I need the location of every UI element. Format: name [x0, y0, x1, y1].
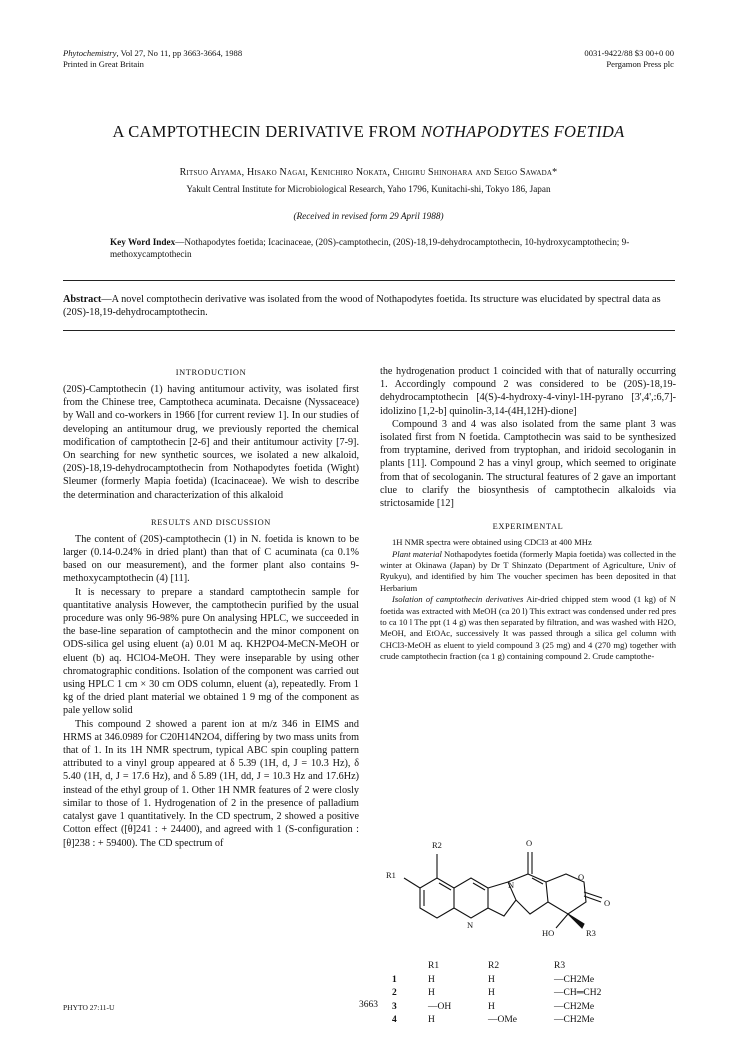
keywords-text: —Nothapodytes foetida; Icacinaceae, (20S)-camptothecin, (20S)-18,19-dehydrocamptothecin, 10-hydroxycamptothecin; 9-methoxycamptothecin	[110, 237, 630, 259]
label-r2: R2	[432, 840, 442, 850]
results-paragraph-2: It is necessary to prepare a standard camptothecin sample for quantitative analysis However, the camptothecin purified by the usual procedure was only 96-98% pure On analysing HPLC, we succeeded in the base-line separation of camptothecin and the minor component on ODS-silica gel using eluent (a) 0.01 M aq. KH2PO4-MeCN-MeOH or eluent (b) aq. HClO4-MeOH. They were inseparable by using other chromatographic conditions. Isolation of the component was carried out using HPLC 1 cm × 30 cm ODS column, eluent (a), repeatedly. From 1 kg of the dried plant material we obtained 1 9 mg of the component as pale yellow solid	[63, 586, 359, 717]
introduction-heading: INTRODUCTION	[175, 368, 247, 377]
table-cell: H	[488, 988, 495, 998]
right-column	[380, 365, 676, 663]
table-row	[392, 974, 682, 988]
table-cell: H	[428, 974, 435, 985]
paper-title: A CAMPTOTHECIN DERIVATIVE FROM NOTHAPODYTES FOETIDA	[112, 122, 625, 141]
table-cell: —CH2Me	[554, 974, 595, 985]
right-paragraph-2: Compound 3 and 4 was also isolated from the same plant 3 was isolated first from N foetida. Camptothecin was said to be synthesized from tryptamine, derived from tryptophan, and iridoid secologanin in plants [11]. Compound 2 has a vinyl group, which seemed to originate from that of secologanin. The structural features of 2 gave an important clue to clarify the biosynthesis of camptothecin alkaloids via strictosamide [12]	[380, 418, 676, 510]
results-paragraph-3: This compound 2 showed a parent ion at m/z 346 in EIMS and HRMS at 346.0989 for C20H14N2O4, differing by two mass units from that of 1. In its 1H NMR spectrum, typical ABC spin coupling pattern attributed to a vinyl group appeared at δ 5.39 (1H, d, J = 10.3 Hz), δ 5.40 (1H, d, J = 17.6 Hz), and δ 5.89 (1H, dd, J = 10.3 Hz and 17.6Hz) instead of the ethyl group of 1. Other 1H NMR features of 2 were closly similar to those of 1. Hydrogenation of 2 in the presence of palladium catalyst gave 1 quantitatively. In the CD spectrum, 2 showed a positive Cotton effect ([θ]241 : + 24400), and agreed with 1 (S-configuration :[θ]238 : + 59400). The CD spectrum of	[63, 718, 359, 849]
table-cell: —CH2Me	[554, 1015, 595, 1025]
journal-name: Phytochemistry	[63, 48, 117, 58]
printed-in: Printed in Great Britain	[63, 58, 144, 69]
results-paragraph-1: The content of (20S)-camptothecin (1) in N. foetida is known to be larger (0.14-0.24% in dried plant) than that of C acuminata (ca 0.1% based on our measurement), and the former plant also contains 9-methoxycamptothecin (4) [11].	[63, 533, 359, 585]
table-cell: H	[428, 1015, 435, 1025]
table-cell: H	[488, 1001, 495, 1012]
table-cell	[392, 960, 428, 974]
results-heading: RESULTS AND DISCUSSION	[151, 517, 271, 527]
abstract-label: Abstract	[63, 294, 102, 305]
table-cell: 4	[392, 1015, 397, 1025]
experimental-heading: EXPERIMENTAL	[492, 522, 564, 532]
received-date: (Received in revised form 29 April 1988)	[293, 211, 444, 221]
rule-top	[63, 280, 675, 281]
footer-code: PHYTO 27:11-U	[63, 1003, 115, 1012]
publisher-header	[584, 48, 674, 69]
table-cell: R3	[554, 961, 566, 971]
journal-header	[63, 48, 242, 69]
label-r3: R3	[586, 928, 596, 938]
table-cell: 2	[392, 988, 397, 998]
substituent-table	[392, 960, 682, 1028]
left-column	[63, 368, 359, 850]
affiliation: Yakult Central Institute for Microbiological Research, Yaho 1796, Kunitachi-shi, Tokyo 186, Japan	[186, 184, 551, 194]
label-o-carbonyl: O	[526, 838, 533, 848]
table-row	[392, 987, 682, 1001]
table-cell: —OH	[428, 1001, 452, 1012]
keywords	[110, 236, 640, 260]
right-paragraph-1: the hydrogenation product 1 coincided with that of naturally occurring 1. Accordingly compound 2 was considered to be (20S)-18,19-dehydrocamptothecin [4(S)-4-hydroxy-4-vinyl-1H-pyrano [3',4',:6,7]-idolizino [1,2-b] quinolin-3,14-(4H,12H)-dione]	[380, 366, 676, 417]
experimental-nmr: 1H NMR spectra were obtained using CDCl3 at 400 MHz	[392, 537, 592, 548]
price-code: 0031-9422/88 $3 00+0 00	[584, 48, 674, 58]
abstract	[63, 293, 675, 319]
keywords-label: Key Word Index	[110, 237, 176, 247]
rule-bottom	[63, 330, 675, 331]
label-n-quinoline: N	[467, 920, 474, 930]
introduction-paragraph: (20S)-Camptothecin (1) having antitumour activity, was isolated first from the Chinese tree, Camptotheca acuminata. Decaisne (Nyssaceace) by Wall and co-workers in 1966 [for current review 1]. In our studies of developing an antitumour drug, we previously reported the chemical modification of camptothecin [2-6] and their antitumour activity [7-9]. On searching for new synthetic sources, we isolated a new alkaloid, (20S)-18,19-dehydrocamptothecin from Nothapodytes foetida (Wight) Sleumer (formerly Mapia foetida) (Icacinaceae). We wish to describe the determination and characterization of this alkaloid	[63, 384, 359, 501]
publisher: Pergamon Press plc	[606, 58, 674, 69]
label-ho: HO	[542, 928, 555, 938]
label-r1: R1	[386, 870, 396, 880]
table-cell: —CH═CH2	[554, 988, 602, 998]
camptothecin-structure-diagram	[380, 828, 680, 976]
table-cell: 3	[392, 1001, 397, 1012]
table-cell: H	[428, 988, 435, 998]
label-n-ring: N	[508, 880, 515, 890]
abstract-text: —A novel comptothecin derivative was isolated from the wood of Nothapodytes foetida. Its structure was elucidated by spectral data as (20S)-18,19-dehydrocamptothecin.	[63, 294, 661, 318]
authors: Ritsuo Aiyama, Hisako Nagai, Kenichiro Nokata, Chigiru Shinohara and Seigo Sawada*	[179, 167, 558, 178]
table-cell: H	[488, 974, 495, 985]
table-cell: 1	[392, 974, 397, 985]
table-cell: R2	[488, 961, 500, 971]
label-o-lactone: O	[604, 898, 611, 908]
journal-citation: , Vol 27, No 11, pp 3663-3664, 1988	[116, 48, 243, 58]
table-row	[392, 1014, 682, 1028]
table-cell: —OMe	[488, 1015, 518, 1025]
experimental-plant-material: Plant material Nothapodytes foetida (formerly Mapia foetida) was collected in the winter at Okinawa (Japan) by Dr T Shinzato (Department of Agriculture, Univ of Ryukyu), and identified by him The voucher specimen has been deposited in that Herbarium	[380, 548, 676, 593]
experimental-isolation: Isolation of camptothecin derivatives Air-dried chipped stem wood (1 kg) of N foetida was extracted with MeOH (ca 20 l) This extract was condensed under red pres to ca 10 l The ppt (1 4 g) was then separated by filtration, and was washed with H2O, MeOH, and EtOAc, successively It was passed through a silica gel column with CHCl3-MeOH as eluent to yield compound 3 (25 mg) and 4 (270 mg) together with crude camptothecin fraction (ca 1 g) containing compound 2. Crude camptothe-	[380, 594, 676, 662]
table-header-row	[392, 960, 682, 974]
table-cell: R1	[428, 961, 440, 971]
structure-bonds	[404, 852, 602, 928]
table-cell: —CH2Me	[554, 1001, 595, 1012]
label-o-ring: O	[578, 872, 585, 882]
page-number: 3663	[359, 1000, 378, 1010]
